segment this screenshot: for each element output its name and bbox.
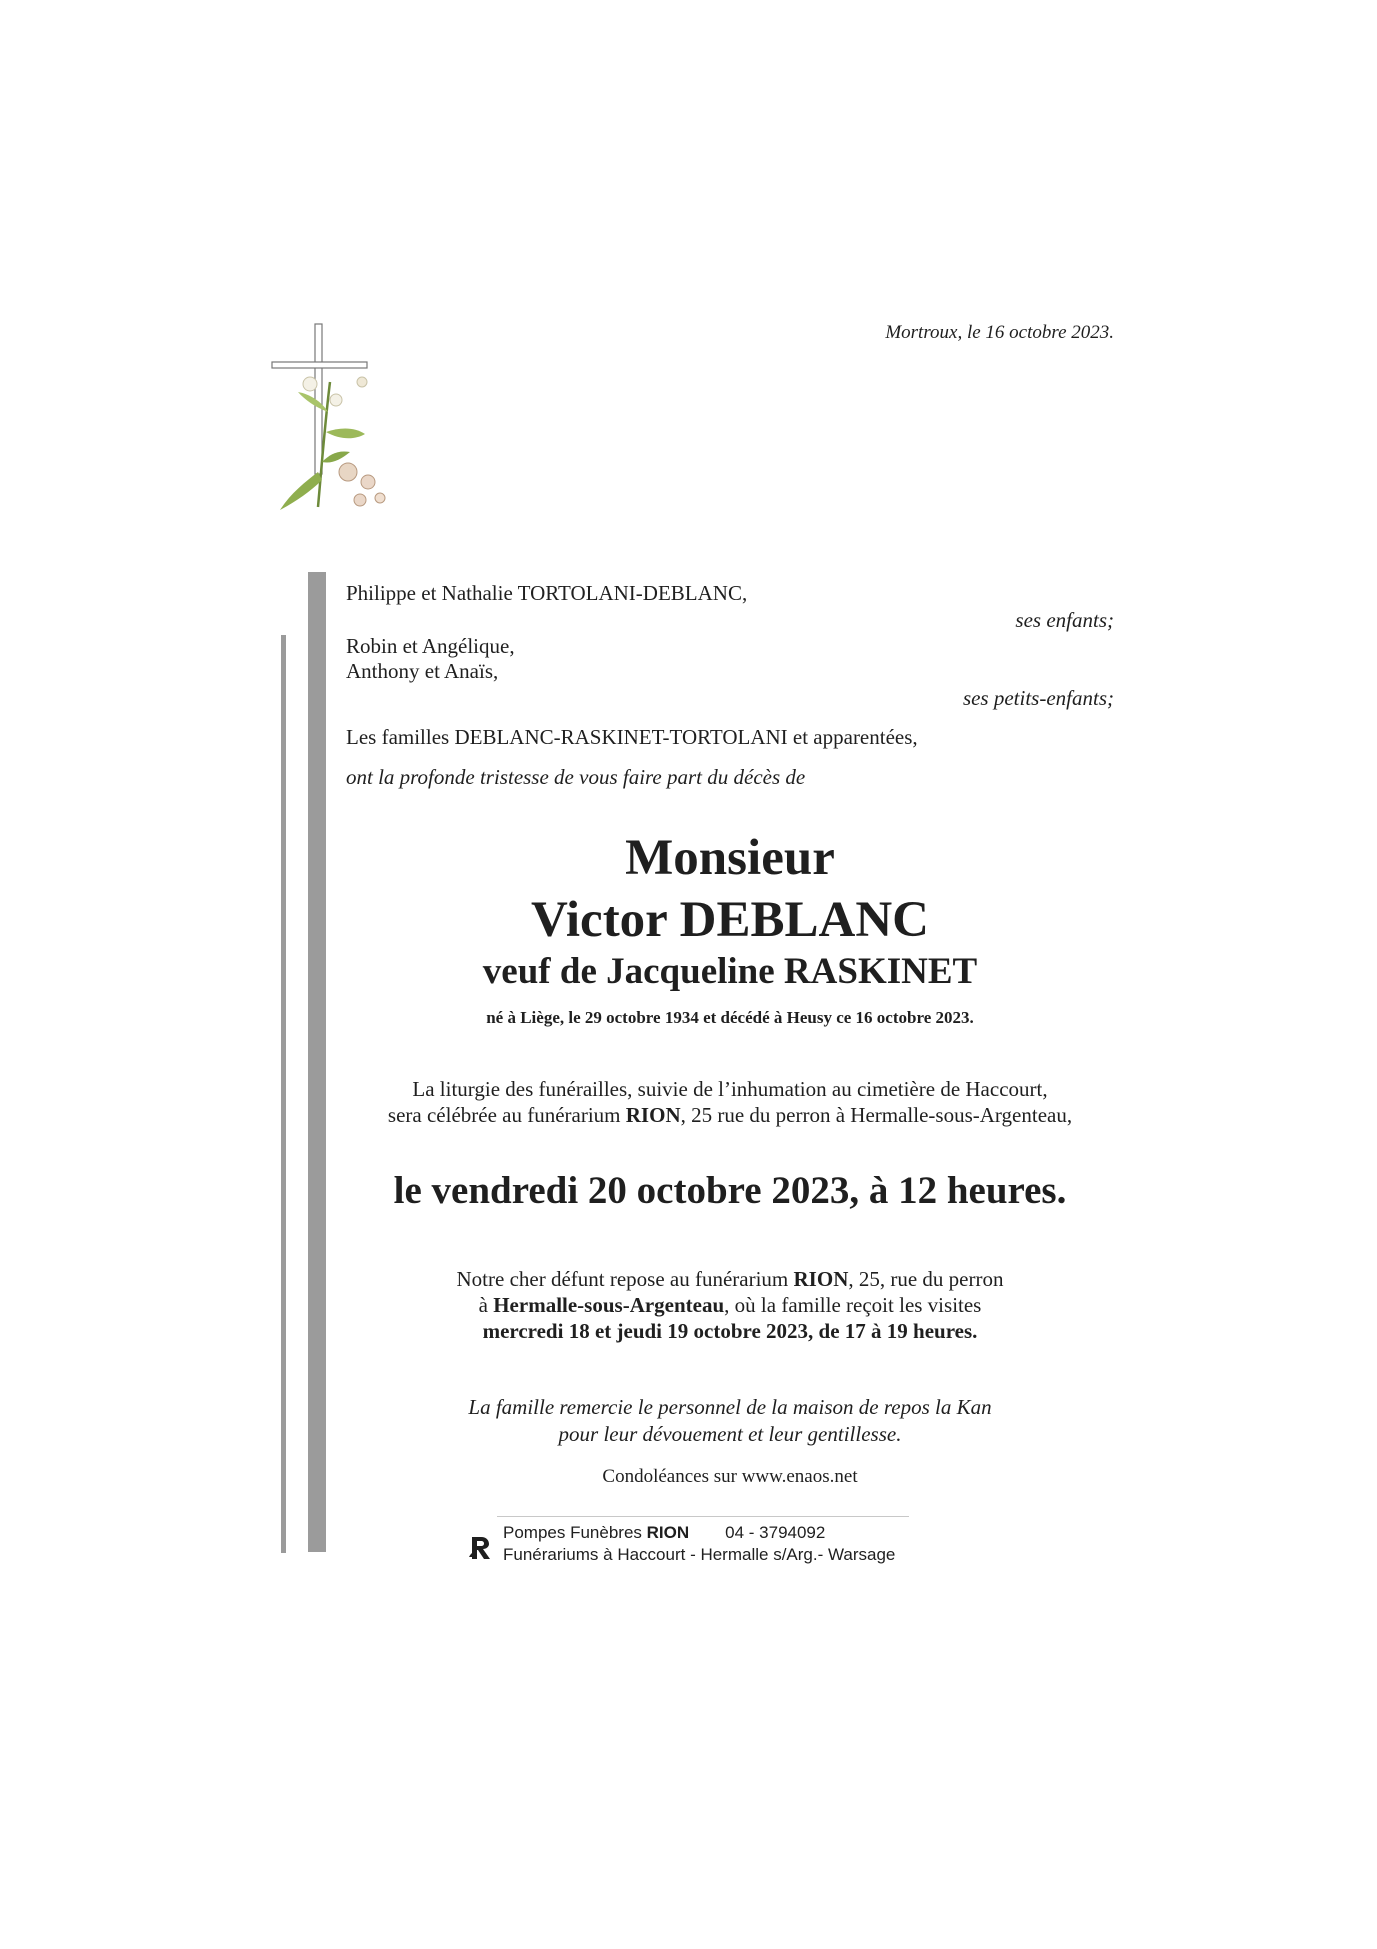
grandchildren-role: ses petits-enfants;: [962, 686, 1114, 710]
children-role: ses enfants;: [1015, 608, 1114, 632]
ceremony-date: le vendredi 20 octobre 2023, à 12 heures.: [393, 1169, 1067, 1212]
visitation-line-1: Notre cher défunt repose au funérarium RION, 25, rue du perron: [456, 1267, 1004, 1291]
ceremony-text: [290, 1076, 1170, 1128]
thanks-text: [290, 1394, 1170, 1448]
cross-with-flowers-icon: [270, 322, 410, 518]
children-names: Philippe et Nathalie TORTOLANI-DEBLANC,: [346, 581, 748, 605]
grandchildren-names-2: Anthony et Anaïs,: [346, 659, 499, 683]
ceremony-line-2: sera célébrée au funérarium RION, 25 rue du perron à Hermalle-sous-Argenteau,: [387, 1103, 1073, 1127]
funeral-home-footer: [503, 1522, 895, 1566]
thanks-line-2: pour leur dévouement et leur gentillesse.: [558, 1422, 902, 1446]
footer-locations: Funérariums à Haccourt - Hermalle s/Arg.- Warsage: [503, 1545, 896, 1564]
rion-logo-icon: [468, 1533, 492, 1561]
visitation-line-3: mercredi 18 et jeudi 19 octobre 2023, de 17 à 19 heures.: [482, 1319, 978, 1343]
families-line: Les familles DEBLANC-RASKINET-TORTOLANI et apparentées,: [346, 725, 918, 749]
deceased-widow-of: veuf de Jacqueline RASKINET: [482, 951, 978, 992]
deceased-name: Victor DEBLANC: [530, 892, 930, 948]
visitation-line-2: à Hermalle-sous-Argenteau, où la famille reçoit les visites: [478, 1293, 982, 1317]
deceased-dates: né à Liège, le 29 octobre 1934 et décédé à Heusy ce 16 octobre 2023.: [486, 1008, 974, 1027]
footer-phone: 04 - 3794092: [725, 1523, 826, 1542]
footer-divider: [497, 1516, 909, 1517]
thanks-line-1: La famille remercie le personnel de la maison de repos la Kan: [468, 1395, 992, 1419]
condolences-link[interactable]: Condoléances sur www.enaos.net: [602, 1466, 858, 1487]
visitation-text: [290, 1266, 1170, 1344]
grandchildren-names-1: Robin et Angélique,: [346, 634, 515, 658]
decorative-bar-thin: [281, 635, 286, 1553]
announcement-intro: ont la profonde tristesse de vous faire part du décès de: [346, 765, 806, 789]
footer-company-line: Pompes Funèbres RION 04 - 3794092: [503, 1523, 826, 1542]
place-date: Mortroux, le 16 octobre 2023.: [885, 322, 1114, 343]
ceremony-line-1: La liturgie des funérailles, suivie de l’inhumation au cimetière de Haccourt,: [412, 1077, 1048, 1101]
deceased-title: Monsieur: [625, 830, 835, 886]
